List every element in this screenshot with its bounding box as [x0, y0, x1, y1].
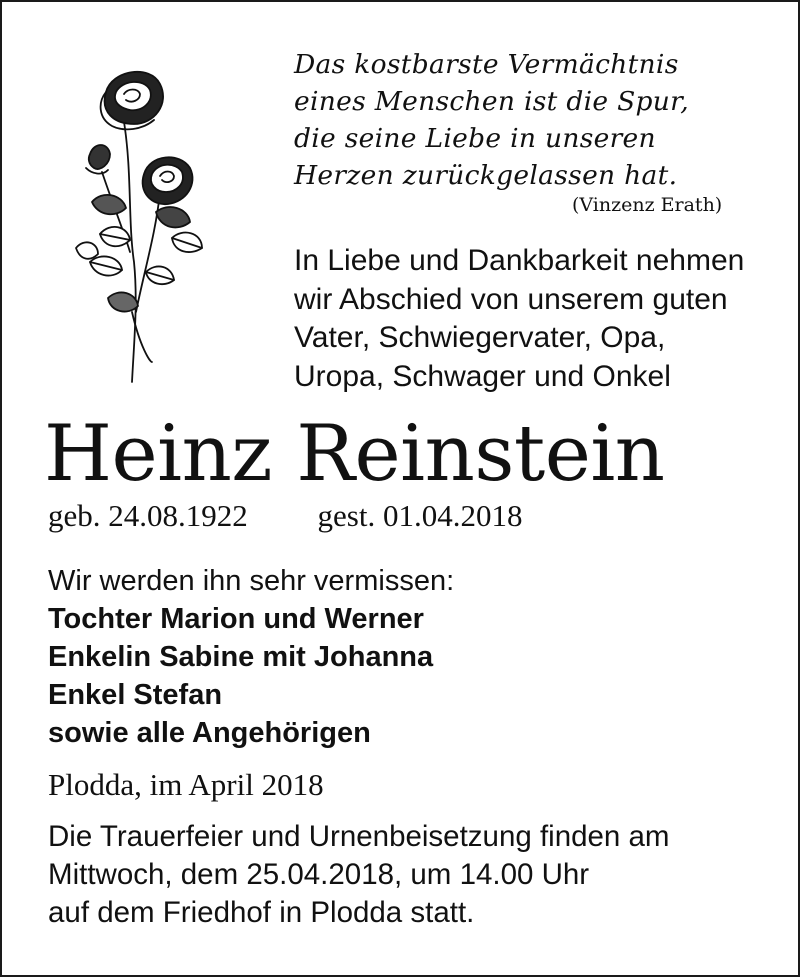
quote-line: die seine Liebe in unseren	[294, 123, 656, 154]
ceremony-line: Mittwoch, dem 25.04.2018, um 14.00 Uhr	[48, 858, 590, 891]
farewell-intro	[294, 242, 774, 396]
deceased-name: Heinz Reinstein	[44, 409, 665, 499]
intro-line: Vater, Schwiegervater, Opa,	[294, 321, 666, 354]
quote-line: Herzen zurückgelassen hat.	[294, 160, 678, 191]
mourner-name: Enkelin Sabine mit Johanna	[48, 641, 434, 673]
quote-line: eines Menschen ist die Spur,	[294, 86, 689, 117]
ceremony-line: Die Trauerfeier und Urnenbeisetzung finden am	[48, 820, 670, 853]
mourners-lead: Wir werden ihn sehr vermissen:	[48, 565, 455, 597]
death-date: gest. 01.04.2018	[317, 498, 523, 533]
intro-line: In Liebe und Dankbarkeit nehmen	[294, 244, 745, 277]
mourner-name: Enkel Stefan	[48, 679, 223, 711]
ceremony-line: auf dem Friedhof in Plodda statt.	[48, 896, 475, 929]
life-dates	[48, 496, 522, 536]
quote-attribution: (Vinzenz Erath)	[572, 194, 723, 216]
memorial-quote	[294, 46, 774, 194]
rose-illustration	[72, 62, 232, 392]
mourner-name: Tochter Marion und Werner	[48, 603, 424, 635]
birth-date: geb. 24.08.1922	[48, 498, 248, 533]
quote-line: Das kostbarste Vermächtnis	[294, 49, 679, 80]
mourners-list	[48, 562, 454, 752]
mourner-name: sowie alle Angehörigen	[48, 717, 371, 749]
intro-line: Uropa, Schwager und Onkel	[294, 359, 671, 393]
ceremony-details	[48, 818, 670, 932]
intro-line: wir Abschied von unserem guten	[294, 282, 728, 316]
place-and-date: Plodda, im April 2018	[48, 767, 324, 802]
